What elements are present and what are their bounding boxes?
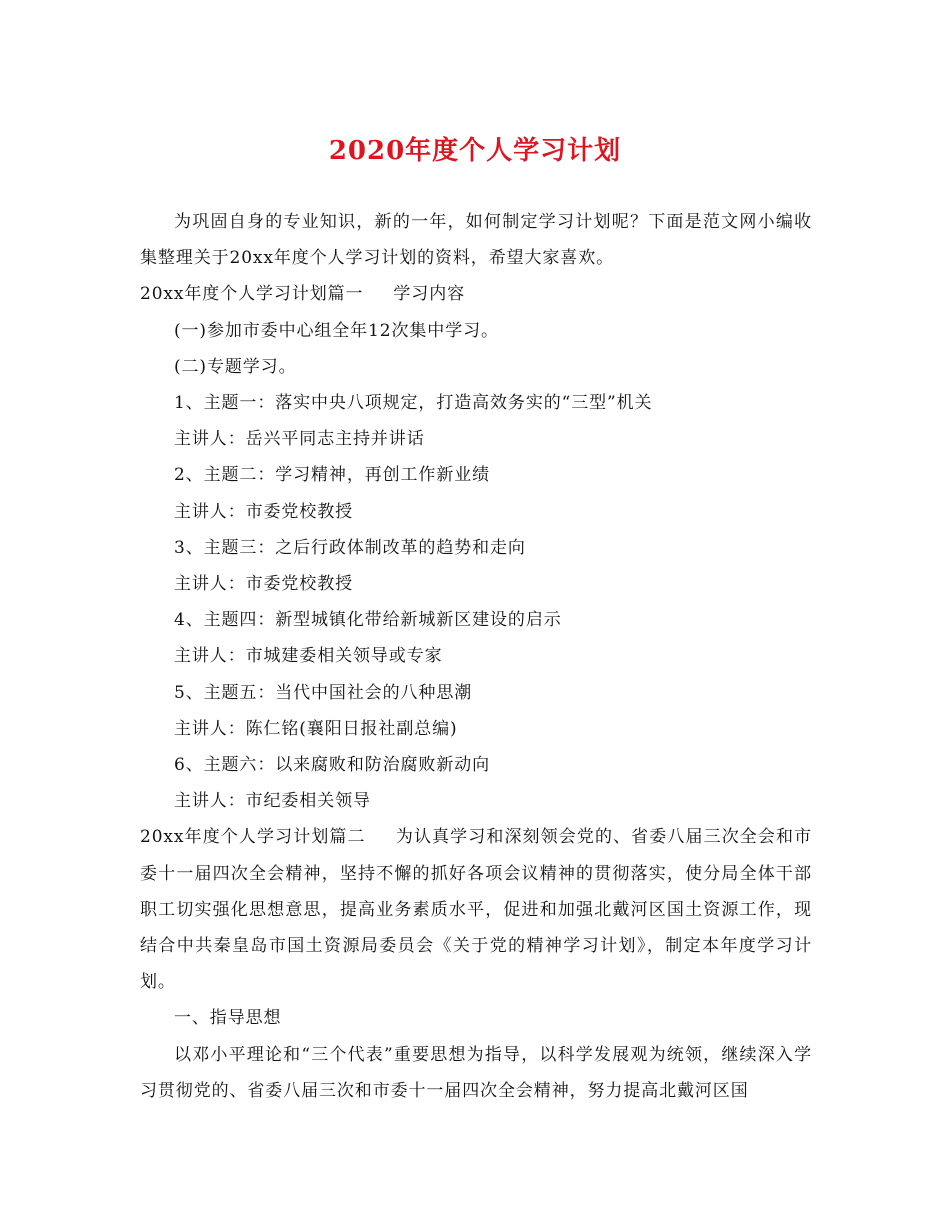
list-item: 主讲人：市纪委相关领导 [174,791,371,812]
part2-paragraph [140,819,812,1000]
list-item: 主讲人：岳兴平同志主持并讲话 [174,429,425,450]
part1-subheading: 学习内容 [393,284,466,305]
part1-heading-row [140,276,812,312]
intro-paragraph: 为巩固自身的专业知识，新的一年，如何制定学习计划呢？下面是范文网小编收集整理关于20xx年度个人学习计划的资料，希望大家喜欢。 [140,212,812,269]
part2-text: 为认真学习和深刻领会党的、省委八届三次全会和市委十一届四次全会精神，坚持不懈的抓好各项会议精神的贯彻落实，使分局全体干部职工切实强化思想意思，提高业务素质水平，促进和加强北戴河区国土资源工作，现结合中共秦皇岛市国土资源局委员会《关于党的精神学习计划》，制定本年度学习计划。 [140,827,813,993]
section1-paragraph: 以邓小平理论和“三个代表”重要思想为指导，以科学发展观为统领，继续深入学习贯彻党的、省委八届三次和市委十一届四次全会精神，努力提高北戴河区国 [140,1044,812,1101]
list-item: 1、主题一：落实中央八项规定，打造高效务实的“三型”机关 [174,393,653,414]
document-body [140,204,812,1109]
list-item: 4、主题四：新型城镇化带给新城新区建设的启示 [174,610,562,631]
list-item: 主讲人：市委党校教授 [174,501,353,522]
list-item: 3、主题三：之后行政体制改革的趋势和走向 [174,537,526,558]
list-item: 6、主题六：以来腐败和防治腐败新动向 [174,755,491,776]
list-item: (二)专题学习。 [174,356,297,377]
list-item: 主讲人：市城建委相关领导或专家 [174,646,443,667]
list-item: 主讲人：陈仁铭(襄阳日报社副总编) [174,718,458,739]
list-item: 5、主题五：当代中国社会的八种思潮 [174,682,473,703]
list-item: (一)参加市委中心组全年12次集中学习。 [174,320,499,341]
part2-heading: 20xx年度个人学习计划篇二 [140,827,366,848]
list-item: 主讲人：市委党校教授 [174,574,353,595]
part1-heading: 20xx年度个人学习计划篇一 [140,284,364,305]
section1-heading: 一、指导思想 [174,1008,282,1029]
list-item: 2、主题二：学习精神，再创工作新业绩 [174,465,491,486]
document-title: 2020年度个人学习计划 [328,136,622,166]
